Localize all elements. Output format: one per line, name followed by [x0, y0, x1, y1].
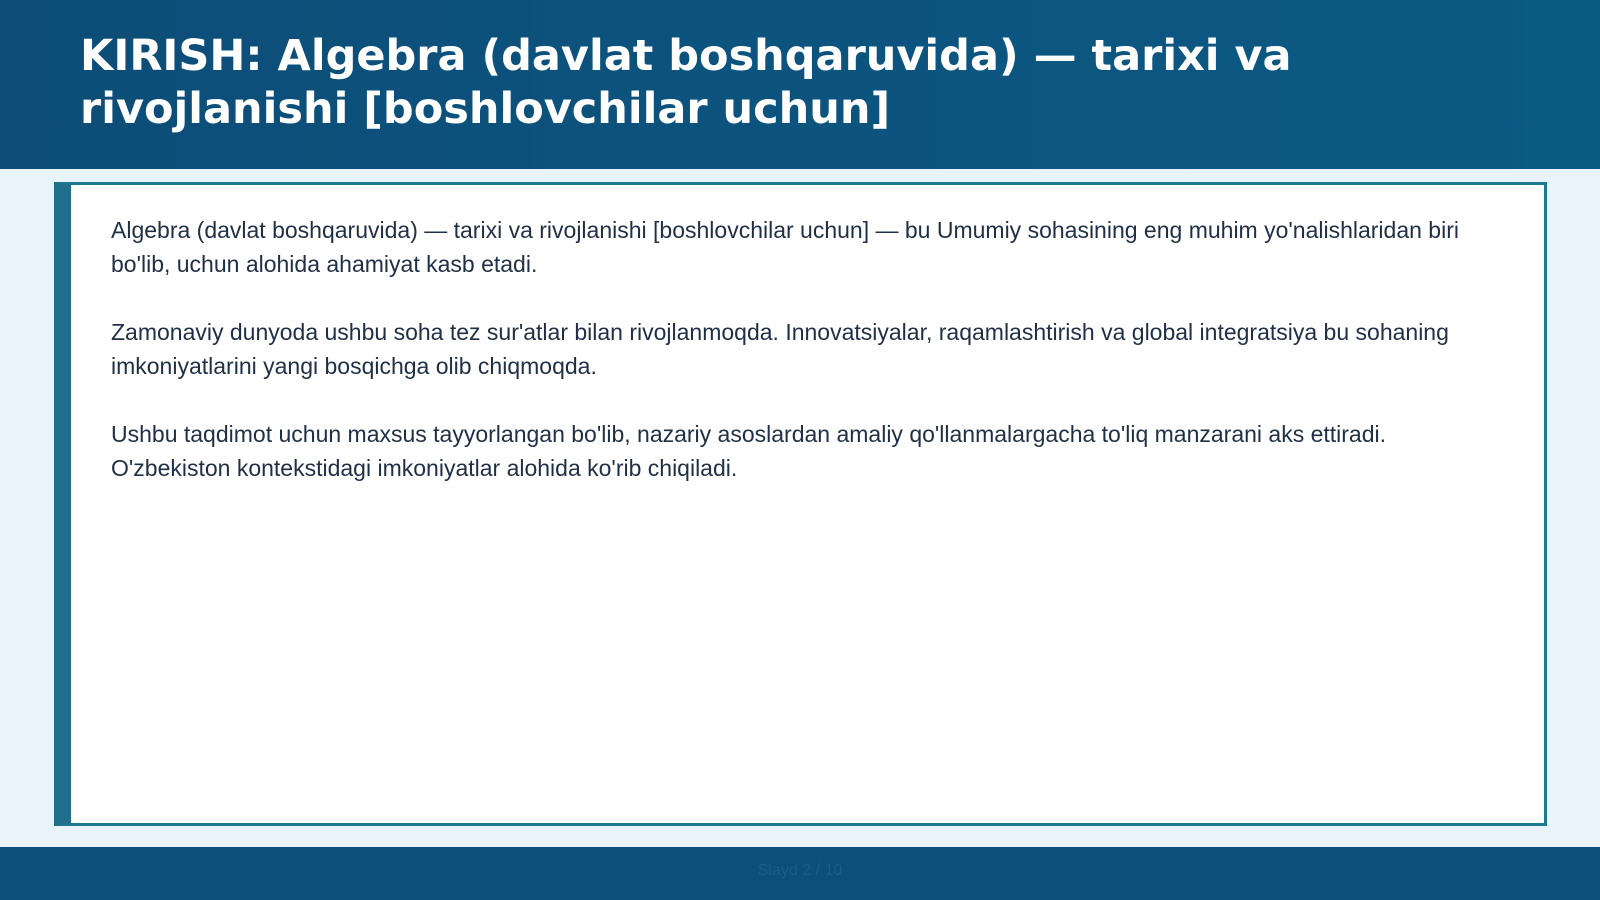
intro-paragraph: Algebra (davlat boshqaruvida) — tarixi va rivojlanishi [boshlovchilar uchun] — bu Umumiy sohasining eng muhim yo'nalishlaridan biri bo'lib, uchun alohida ahamiyat kasb etadi. — [111, 217, 1459, 277]
slide-number: Slayd 2 / 10 — [757, 862, 843, 879]
presentation-purpose-paragraph: Ushbu taqdimot uchun maxsus tayyorlangan bo'lib, nazariy asoslardan amaliy qo'llanmalargacha to'liq manzarani aks ettiradi. O'zbekiston kontekstidagi imkoniyatlar alohida ko'rib chiqiladi. — [111, 421, 1387, 481]
slide-header — [0, 0, 1600, 169]
slide-title: KIRISH: Algebra (davlat boshqaruvida) — tarixi va rivojlanishi [boshlovchilar uchun] — [80, 31, 1292, 134]
slide-footer — [0, 847, 1600, 900]
content-panel — [54, 182, 1547, 826]
modern-world-paragraph: Zamonaviy dunyoda ushbu soha tez sur'atlar bilan rivojlanmoqda. Innovatsiyalar, raqamlashtirish va global integratsiya bu sohaning imkoniyatlarini yangi bosqichga olib chiqmoqda. — [111, 319, 1449, 379]
